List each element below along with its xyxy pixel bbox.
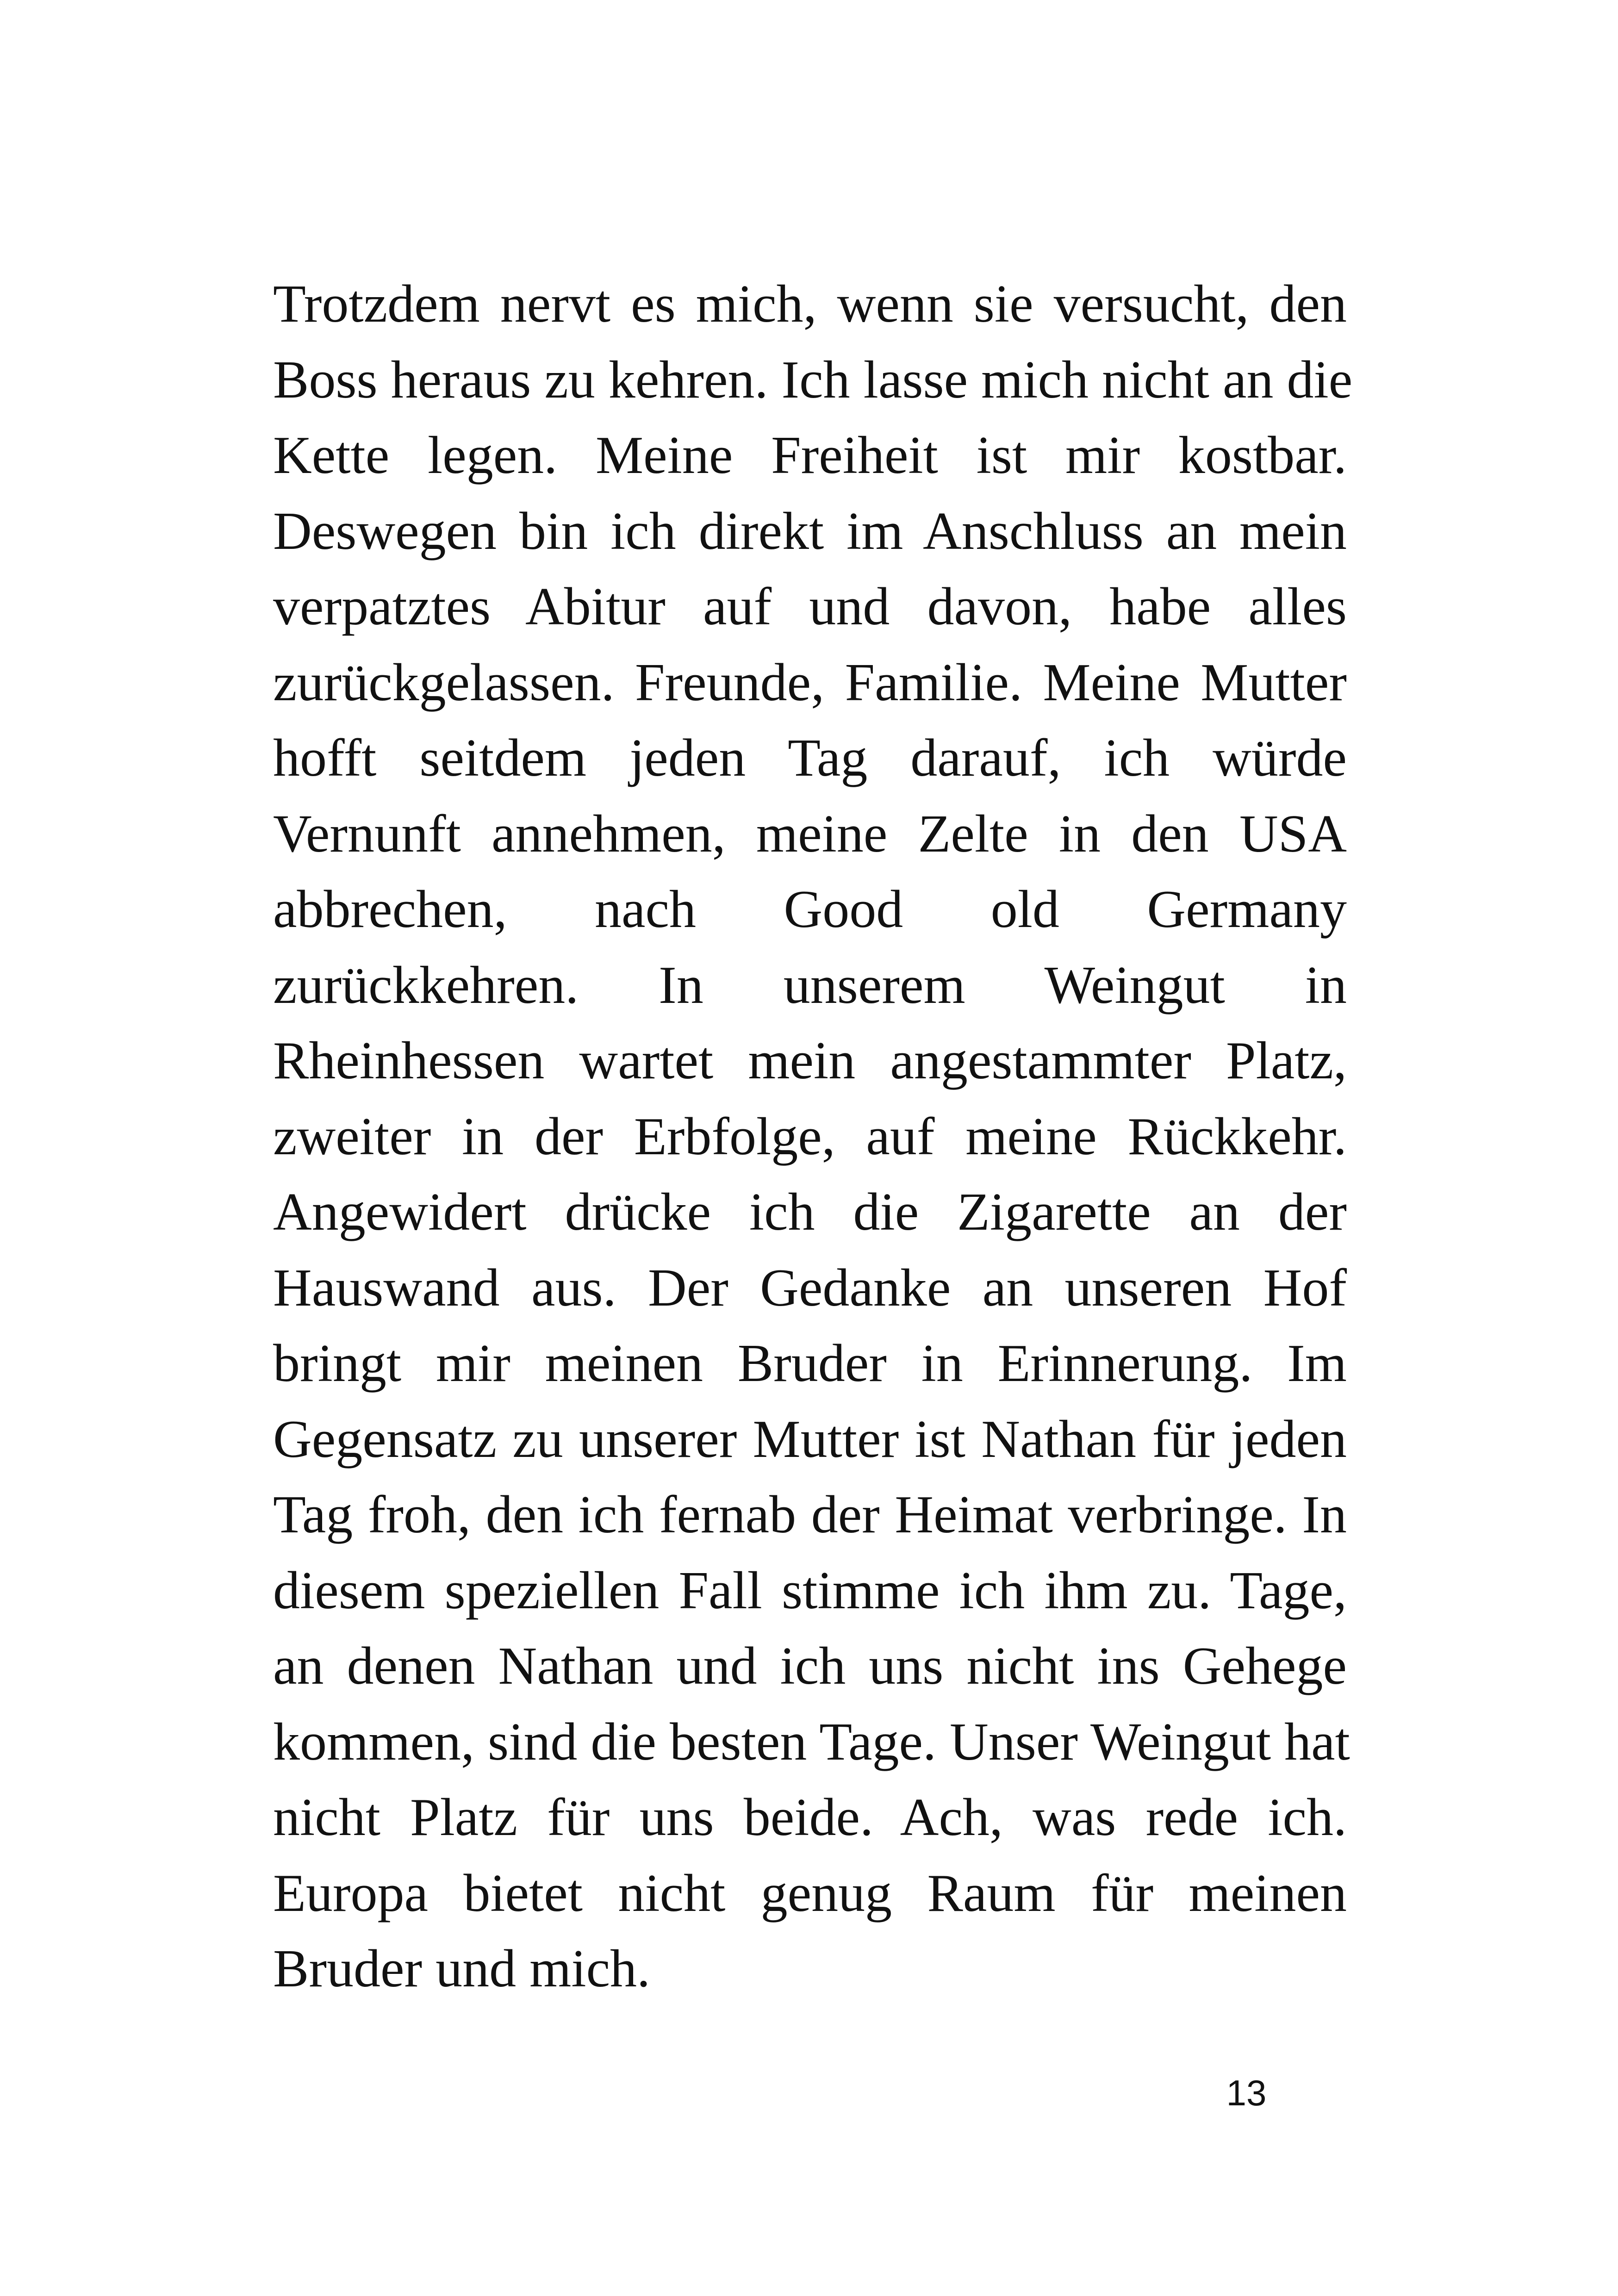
- text-line: bringt mir meinen Bruder in Erinnerung. Im: [273, 1334, 1347, 1393]
- text-line: Bruder und mich.: [273, 1939, 651, 1998]
- text-line: nicht Platz für uns beide. Ach, was rede ich.: [273, 1788, 1347, 1847]
- text-line: Hauswand aus. Der Gedanke an unseren Hof: [273, 1258, 1347, 1318]
- text-line: Vernunft annehmen, meine Zelte in den USA: [273, 804, 1347, 864]
- text-line: Boss heraus zu kehren. Ich lasse mich nicht an die: [273, 350, 1353, 410]
- text-line: Tag froh, den ich fernab der Heimat verbringe. In: [273, 1485, 1347, 1544]
- text-line: Gegensatz zu unserer Mutter ist Nathan für jeden: [273, 1409, 1347, 1469]
- text-line: Trotzdem nervt es mich, wenn sie versucht, den: [273, 274, 1347, 334]
- text-line: zurückkehren. In unserem Weingut in: [273, 955, 1347, 1015]
- text-line: verpatztes Abitur auf und davon, habe alles: [273, 577, 1347, 636]
- text-line: zweiter in der Erbfolge, auf meine Rückkehr.: [273, 1107, 1347, 1166]
- text-line: Europa bietet nicht genug Raum für meinen: [273, 1863, 1347, 1923]
- text-line: Rheinhessen wartet mein angestammter Platz,: [273, 1031, 1347, 1090]
- text-line: an denen Nathan und ich uns nicht ins Gehege: [273, 1636, 1347, 1696]
- text-line: Deswegen bin ich direkt im Anschluss an mein: [273, 501, 1347, 561]
- text-line: Kette legen. Meine Freiheit ist mir kostbar.: [273, 426, 1347, 485]
- text-line: diesem speziellen Fall stimme ich ihm zu. Tage,: [273, 1561, 1347, 1620]
- text-line: hofft seitdem jeden Tag darauf, ich würde: [273, 728, 1347, 788]
- text-line: abbrechen, nach Good old Germany: [273, 880, 1347, 939]
- text-line: kommen, sind die besten Tage. Unser Weingut hat: [273, 1712, 1350, 1772]
- text-line: zurückgelassen. Freunde, Familie. Meine Mutter: [273, 653, 1347, 712]
- page-number: 13: [1226, 2072, 1267, 2113]
- body-text: [273, 267, 1353, 2007]
- text-line: Angewidert drücke ich die Zigarette an der: [273, 1182, 1347, 1242]
